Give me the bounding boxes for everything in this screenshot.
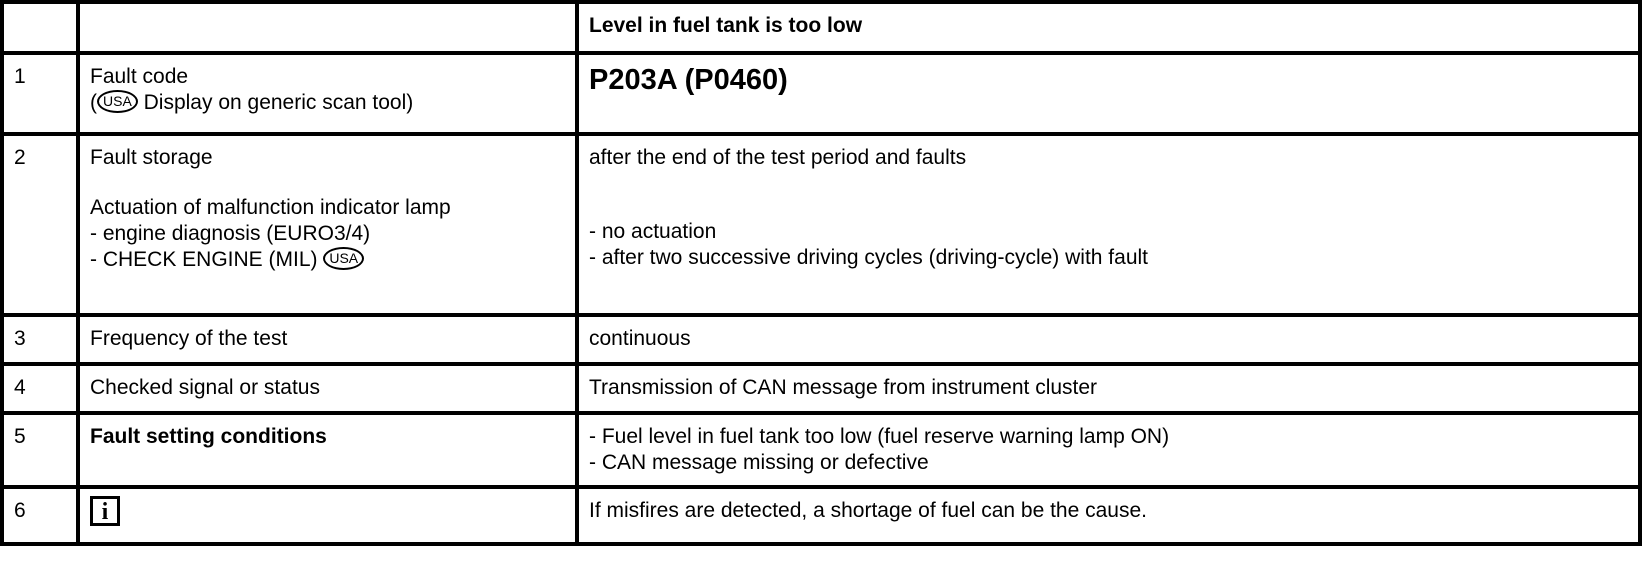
scan-tool-note-text: Display on generic scan tool) (137, 91, 414, 114)
fault-storage-label: Fault storage (90, 146, 213, 169)
scan-tool-note (90, 90, 565, 116)
usa-badge-icon: USA (323, 247, 364, 270)
header-cell-title: Level in fuel tank is too low (577, 2, 1640, 53)
fault-storage-value: after the end of the test period and faults (589, 146, 967, 169)
table-row (2, 134, 1640, 315)
fault-code-label: Fault code (90, 65, 189, 88)
condition-fuel-level: - Fuel level in fuel tank too low (fuel reserve warning lamp ON) (589, 425, 1170, 448)
info-icon: i (90, 496, 120, 526)
row-label: Fault setting conditions (78, 413, 577, 487)
check-engine-text: - CHECK ENGINE (MIL) (90, 248, 318, 271)
row-value: continuous (577, 315, 1640, 364)
row-number: 1 (2, 53, 78, 134)
row-label (78, 134, 577, 315)
condition-can-message: - CAN message missing or defective (589, 451, 929, 474)
fault-code-value: P203A (P0460) (589, 64, 788, 96)
check-engine-label (90, 247, 565, 273)
row-number: 5 (2, 413, 78, 487)
mil-actuation-label: Actuation of malfunction indicator lamp (90, 196, 451, 219)
table-row (2, 413, 1640, 487)
row-label (78, 53, 577, 134)
row-label: Checked signal or status (78, 364, 577, 413)
row-number: 3 (2, 315, 78, 364)
spacer (90, 171, 565, 195)
usa-badge-icon: USA (97, 90, 138, 113)
table-row (2, 315, 1640, 364)
spacer (589, 171, 1628, 195)
table-header-row (2, 2, 1640, 53)
header-cell-number (2, 2, 78, 53)
row-number: 2 (2, 134, 78, 315)
table-row (2, 364, 1640, 413)
row-number: 4 (2, 364, 78, 413)
row-label (78, 487, 577, 544)
spacer (589, 195, 1628, 219)
row-value: If misfires are detected, a shortage of fuel can be the cause. (577, 487, 1640, 544)
row-value (577, 53, 1640, 134)
table-row (2, 487, 1640, 544)
paren-open: ( (90, 91, 97, 114)
row-label: Frequency of the test (78, 315, 577, 364)
row-value (577, 134, 1640, 315)
engine-diagnosis-label: - engine diagnosis (EURO3/4) (90, 222, 371, 245)
engine-diagnosis-value: - no actuation (589, 220, 717, 243)
row-value (577, 413, 1640, 487)
table-row (2, 53, 1640, 134)
row-number: 6 (2, 487, 78, 544)
check-engine-value: - after two successive driving cycles (driving-cycle) with fault (589, 246, 1149, 269)
header-cell-label (78, 2, 577, 53)
row-value: Transmission of CAN message from instrument cluster (577, 364, 1640, 413)
